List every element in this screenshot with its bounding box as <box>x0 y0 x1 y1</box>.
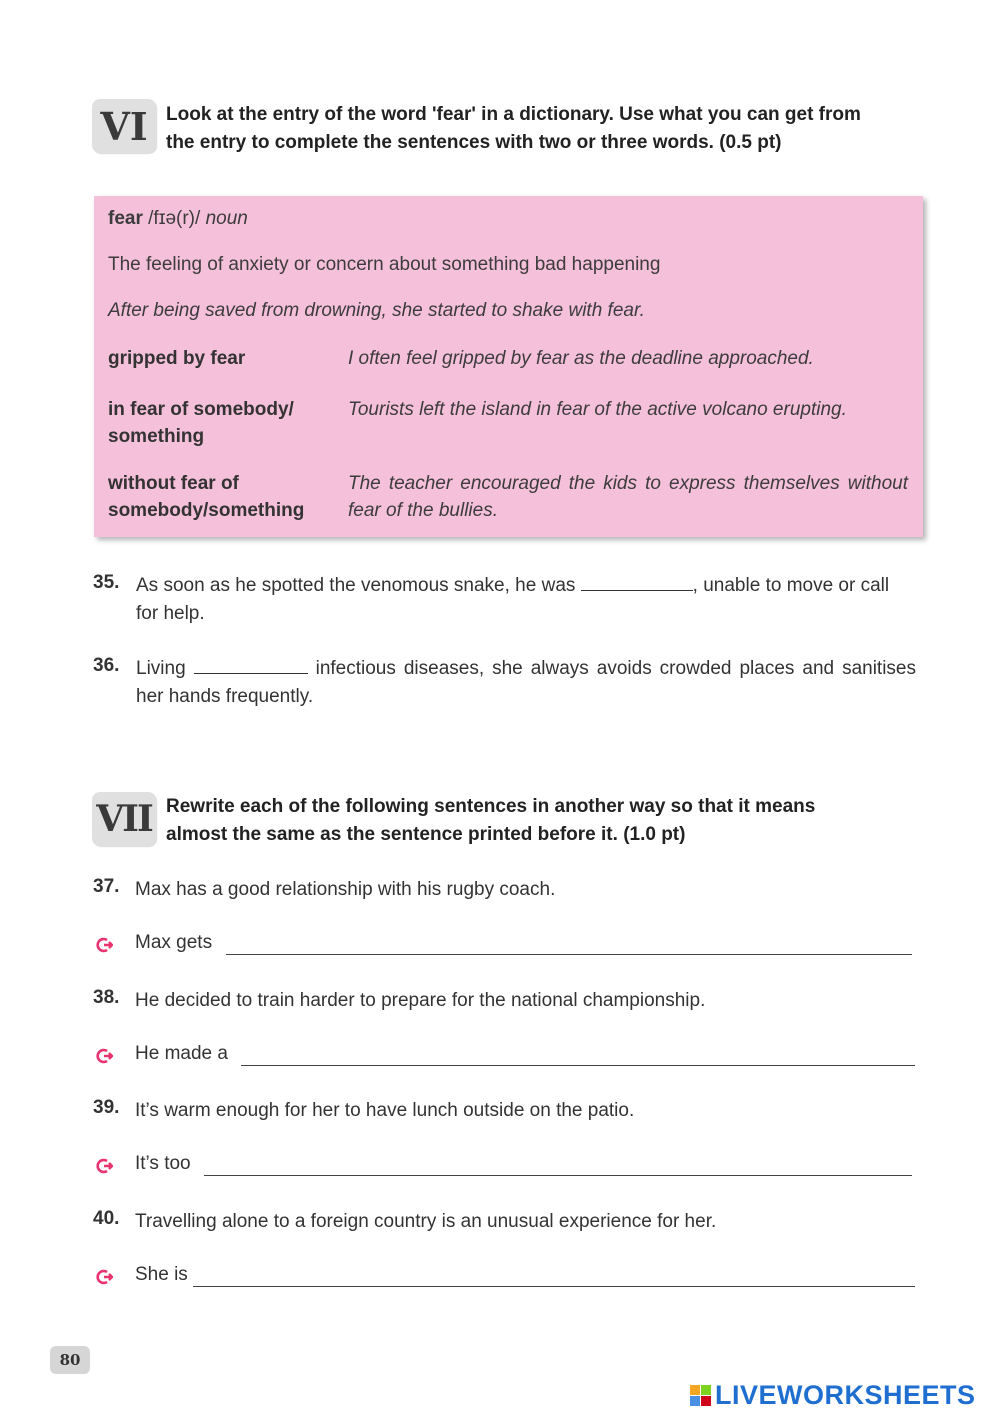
question-number: 38. <box>93 987 120 1008</box>
dictionary-pronunciation: /fɪə(r)/ <box>148 208 201 229</box>
question-35-text: As soon as he spotted the venomous snake, he was , unable to move or call for help. <box>136 575 890 624</box>
arrow-icon <box>95 1268 113 1286</box>
dictionary-definition: The feeling of anxiety or concern about something bad happening <box>108 254 661 275</box>
section-6-instruction: Look at the entry of the word 'fear' in a dictionary. Use what you can get from the entry to complete the sentences with two or three words. (0.5 pt) <box>166 104 861 153</box>
answer-line[interactable] <box>226 954 912 955</box>
logo-grid-icon <box>690 1385 711 1406</box>
arrow-icon <box>95 1047 113 1065</box>
answer-prompt: It’s too <box>135 1153 191 1174</box>
question-number: 37. <box>93 876 120 897</box>
question-number: 36. <box>93 655 120 676</box>
answer-prompt: He made a <box>135 1043 228 1064</box>
dictionary-headword: fear <box>108 208 143 229</box>
answer-prompt: Max gets <box>135 932 213 953</box>
section-6-badge: VI <box>92 99 156 153</box>
phrase-gripped-by-fear: gripped by fear <box>108 348 246 369</box>
dictionary-entry-box <box>94 196 923 537</box>
section-7-instruction: Rewrite each of the following sentences in another way so that it means almost the same as the sentence printed before it. (1.0 pt) <box>166 796 816 845</box>
phrase-example: The teacher encouraged the kids to express themselves without fear of the bullies. <box>348 473 908 521</box>
dictionary-part-of-speech: noun <box>205 208 248 229</box>
arrow-icon <box>95 1157 113 1175</box>
question-36-text: Living infectious diseases, she always avoids crowded places and sanitises her hands frequently. <box>136 658 916 707</box>
arrow-icon <box>95 936 113 954</box>
question-sentence: Max has a good relationship with his rugby coach. <box>135 879 556 900</box>
answer-line[interactable] <box>204 1175 912 1176</box>
liveworksheets-logo[interactable] <box>690 1380 976 1410</box>
fill-blank[interactable] <box>581 573 693 591</box>
phrase-without-fear-of: without fear of somebody/something <box>108 473 305 521</box>
question-sentence: He decided to train harder to prepare for the national championship. <box>135 990 706 1011</box>
phrase-in-fear-of: in fear of somebody/ something <box>108 399 294 447</box>
page-number: 80 <box>50 1346 90 1374</box>
answer-prompt: She is <box>135 1264 188 1285</box>
dictionary-example: After being saved from drowning, she started to shake with fear. <box>108 300 645 321</box>
dictionary-headword-line <box>108 208 248 230</box>
question-number: 35. <box>93 572 120 593</box>
phrase-example: I often feel gripped by fear as the deadline approached. <box>348 348 814 369</box>
logo-text: LIVEWORKSHEETS <box>715 1379 976 1410</box>
question-number: 39. <box>93 1097 120 1118</box>
question-number: 40. <box>93 1208 120 1229</box>
question-sentence: It’s warm enough for her to have lunch outside on the patio. <box>135 1100 635 1121</box>
section-7-badge: VII <box>92 792 156 846</box>
fill-blank[interactable] <box>194 656 308 674</box>
phrase-example: Tourists left the island in fear of the active volcano erupting. <box>348 399 847 420</box>
question-sentence: Travelling alone to a foreign country is an unusual experience for her. <box>135 1211 717 1232</box>
answer-line[interactable] <box>241 1065 915 1066</box>
answer-line[interactable] <box>193 1286 915 1287</box>
